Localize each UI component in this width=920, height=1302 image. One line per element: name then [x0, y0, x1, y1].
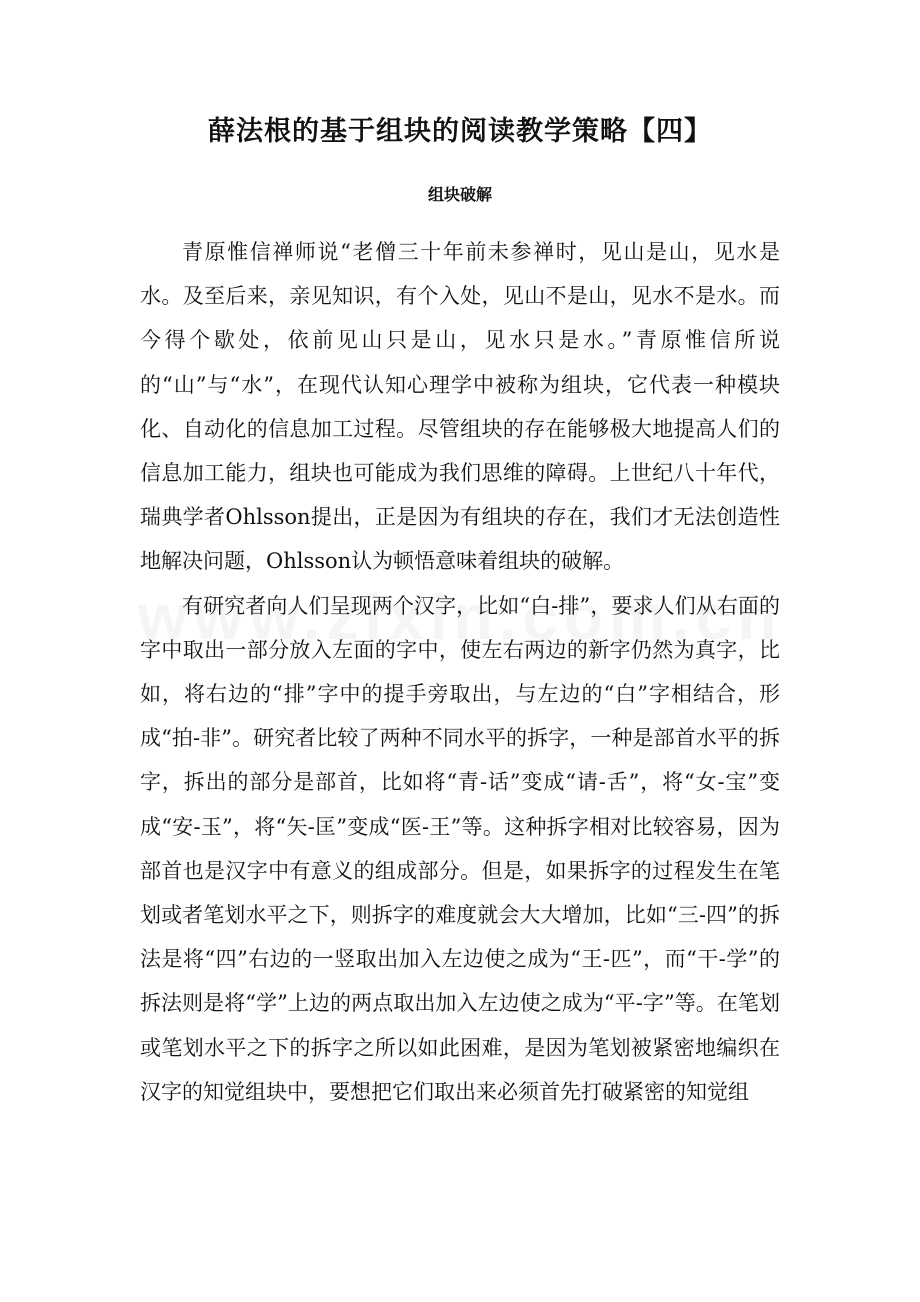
section-heading: 组块破解 — [427, 185, 492, 204]
paragraph-2: 有研究者向人们呈现两个汉字，比如“白-排”，要求人们从右面的字中取出一部分放入左面的字中，使左右两边的新字仍然为真字，比如，将右边的“排”字中的提手旁取出，与左边的“白”字相结合，形成“拍-非”。研究者比较了两种不同水平的拆字，一种是部首水平的拆字，拆出的部分是部首，比如将“青-话”变成“请-舌”，将“女-宝”变成“安-玉”，将“矢-匡”变成“医-王”等。这种拆字相对比较容易，因为部首也是汉字中有意义的组成部分。但是，如果拆字的过程发生在笔划或者笔划水平之下，则拆字的难度就会大大增加，比如“三-四”的拆法是将“四”右边的一竖取出加入左边使之成为“王-匹”，而“干-学”的拆法则是将“学”上边的两点取出加入左边使之成为“平-字”等。在笔划或笔划水平之下的拆字之所以如此困难，是因为笔划被紧密地编织在汉字的知觉组块中，要想把它们取出来必须首先打破紧密的知觉组 — [140, 593, 780, 1104]
document-title: 薛法根的基于组块的阅读教学策略【四】 — [208, 116, 712, 147]
document-body — [140, 230, 780, 1114]
paragraph-1: 青原惟信禅师说“老僧三十年前未参禅时，见山是山，见水是水。及至后来，亲见知识，有个入处，见山不是山，见水不是水。而今得个歇处，依前见山只是山，见水只是水。”青原惟信所说的“山”与“水”，在现代认知心理学中被称为组块，它代表一种模块化、自动化的信息加工过程。尽管组块的存在能够极大地提高人们的信息加工能力，组块也可能成为我们思维的障碍。上世纪八十年代，瑞典学者Ohlsson提出，正是因为有组块的存在，我们才无法创造性地解决问题，Ohlsson认为顿悟意味着组块的破解。 — [140, 240, 780, 574]
